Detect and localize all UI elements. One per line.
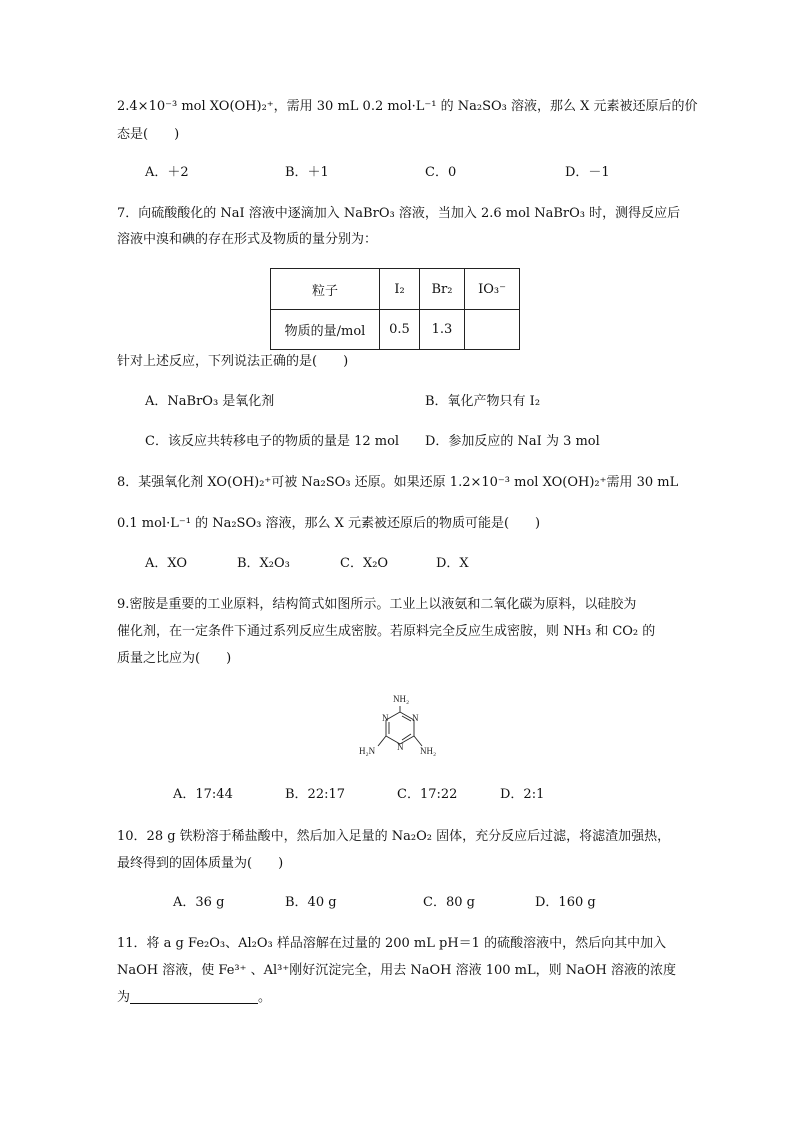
q11-stem-line1: 11．将 a g Fe₂O₃、Al₂O₃ 样品溶解在过量的 200 mL pH＝1 的硫酸溶液中，然后向其中加入 <box>117 936 667 951</box>
q9-stem-line1: 9.密胺是重要的工业原料，结构简式如图所示。工业上以液氨和二氧化碳为原料，以硅胶为 <box>117 597 637 612</box>
q10-option-b[interactable]: B．40 g <box>285 895 337 910</box>
q7-stem-line2: 溶液中溴和碘的存在形式及物质的量分别为： <box>117 232 378 247</box>
melamine-structure <box>340 690 460 770</box>
q8-option-c[interactable]: C．X₂O <box>340 556 389 571</box>
q9-stem-line2: 催化剂，在一定条件下通过系列反应生成密胺。若原料完全反应生成密胺，则 NH₃ 和 CO₂ 的 <box>117 624 656 639</box>
q8-option-a[interactable]: A．XO <box>145 556 188 571</box>
q10-stem-line2: 最终得到的固体质量为( ) <box>117 856 284 871</box>
q11-stem-line3 <box>117 989 271 1007</box>
q10-option-d[interactable]: D．160 g <box>535 895 596 910</box>
q7-option-d[interactable]: D．参加反应的 NaI 为 3 mol <box>425 434 600 449</box>
q9-option-c[interactable]: C．17:22 <box>397 787 458 802</box>
q8-stem-line1: 8．某强氧化剂 XO(OH)₂⁺可被 Na₂SO₃ 还原。如果还原 1.2×10⁻³ mol XO(OH)₂⁺需用 30 mL <box>117 475 679 490</box>
table-cell-br2: 1.3 <box>420 310 465 350</box>
q8-option-d[interactable]: D．X <box>436 556 469 571</box>
ring-n-label: N <box>397 742 404 752</box>
q7-option-a[interactable]: A．NaBrO₃ 是氧化剂 <box>145 394 275 409</box>
q6-stem-line2: 态是( ) <box>117 127 180 142</box>
q7-option-b[interactable]: B．氧化产物只有 I₂ <box>425 394 541 409</box>
q9-option-b[interactable]: B．22:17 <box>285 787 346 802</box>
amino-top-label: NH₂ <box>393 694 410 704</box>
q7-option-c[interactable]: C．该反应共转移电子的物质的量是 12 mol <box>145 434 400 449</box>
q9-option-a[interactable]: A．17:44 <box>173 787 233 802</box>
q11-stem-line2: NaOH 溶液，使 Fe³⁺ 、Al³⁺刚好沉淀完全，用去 NaOH 溶液 100 mL，则 NaOH 溶液的浓度 <box>117 963 677 978</box>
table-cell-io3 <box>465 310 520 350</box>
table-header-br2: Br₂ <box>420 269 465 310</box>
q7-stem-line1: 7．向硫酸酸化的 NaI 溶液中逐滴加入 NaBrO₃ 溶液，当加入 2.6 mol NaBrO₃ 时，测得反应后 <box>117 206 681 221</box>
table-header-io3: IO₃⁻ <box>465 269 520 310</box>
q6-option-b[interactable]: B．＋1 <box>285 165 329 180</box>
q7-stem-line3: 针对上述反应，下列说法正确的是( ) <box>117 354 349 369</box>
q9-option-d[interactable]: D．2:1 <box>500 787 545 802</box>
q11-prefix: 为 <box>117 990 131 1005</box>
triazine-ring <box>378 706 422 746</box>
q9-stem-line3: 质量之比应为( ) <box>117 651 232 666</box>
ring-n-label: N <box>412 713 419 723</box>
q10-option-c[interactable]: C．80 g <box>423 895 475 910</box>
q10-stem-line1: 10．28 g 铁粉溶于稀盐酸中，然后加入足量的 Na₂O₂ 固体，充分反应后过滤，将滤渣加强热， <box>117 829 671 844</box>
answer-blank[interactable] <box>130 989 258 1004</box>
table-header-particle: 粒子 <box>271 269 380 310</box>
q6-option-d[interactable]: D．－1 <box>565 165 610 180</box>
ring-n-label: N <box>382 713 389 723</box>
amino-right-label: NH₂ <box>420 746 437 756</box>
q8-option-b[interactable]: B．X₂O₃ <box>237 556 290 571</box>
amino-left-label: H₂N <box>359 746 376 756</box>
q8-stem-line2: 0.1 mol·L⁻¹ 的 Na₂SO₃ 溶液，那么 X 元素被还原后的物质可能是( ) <box>117 516 541 531</box>
table-cell-i2: 0.5 <box>380 310 420 350</box>
q6-option-a[interactable]: A．＋2 <box>145 165 189 180</box>
table-row-label: 物质的量/mol <box>271 310 380 350</box>
q7-data-table <box>270 268 520 350</box>
q11-suffix: 。 <box>258 990 272 1005</box>
table-header-i2: I₂ <box>380 269 420 310</box>
q10-option-a[interactable]: A．36 g <box>173 895 225 910</box>
q6-stem-line1: 2.4×10⁻³ mol XO(OH)₂⁺，需用 30 mL 0.2 mol·L⁻¹ 的 Na₂SO₃ 溶液，那么 X 元素被还原后的价 <box>117 99 698 114</box>
q6-option-c[interactable]: C．0 <box>425 165 457 180</box>
